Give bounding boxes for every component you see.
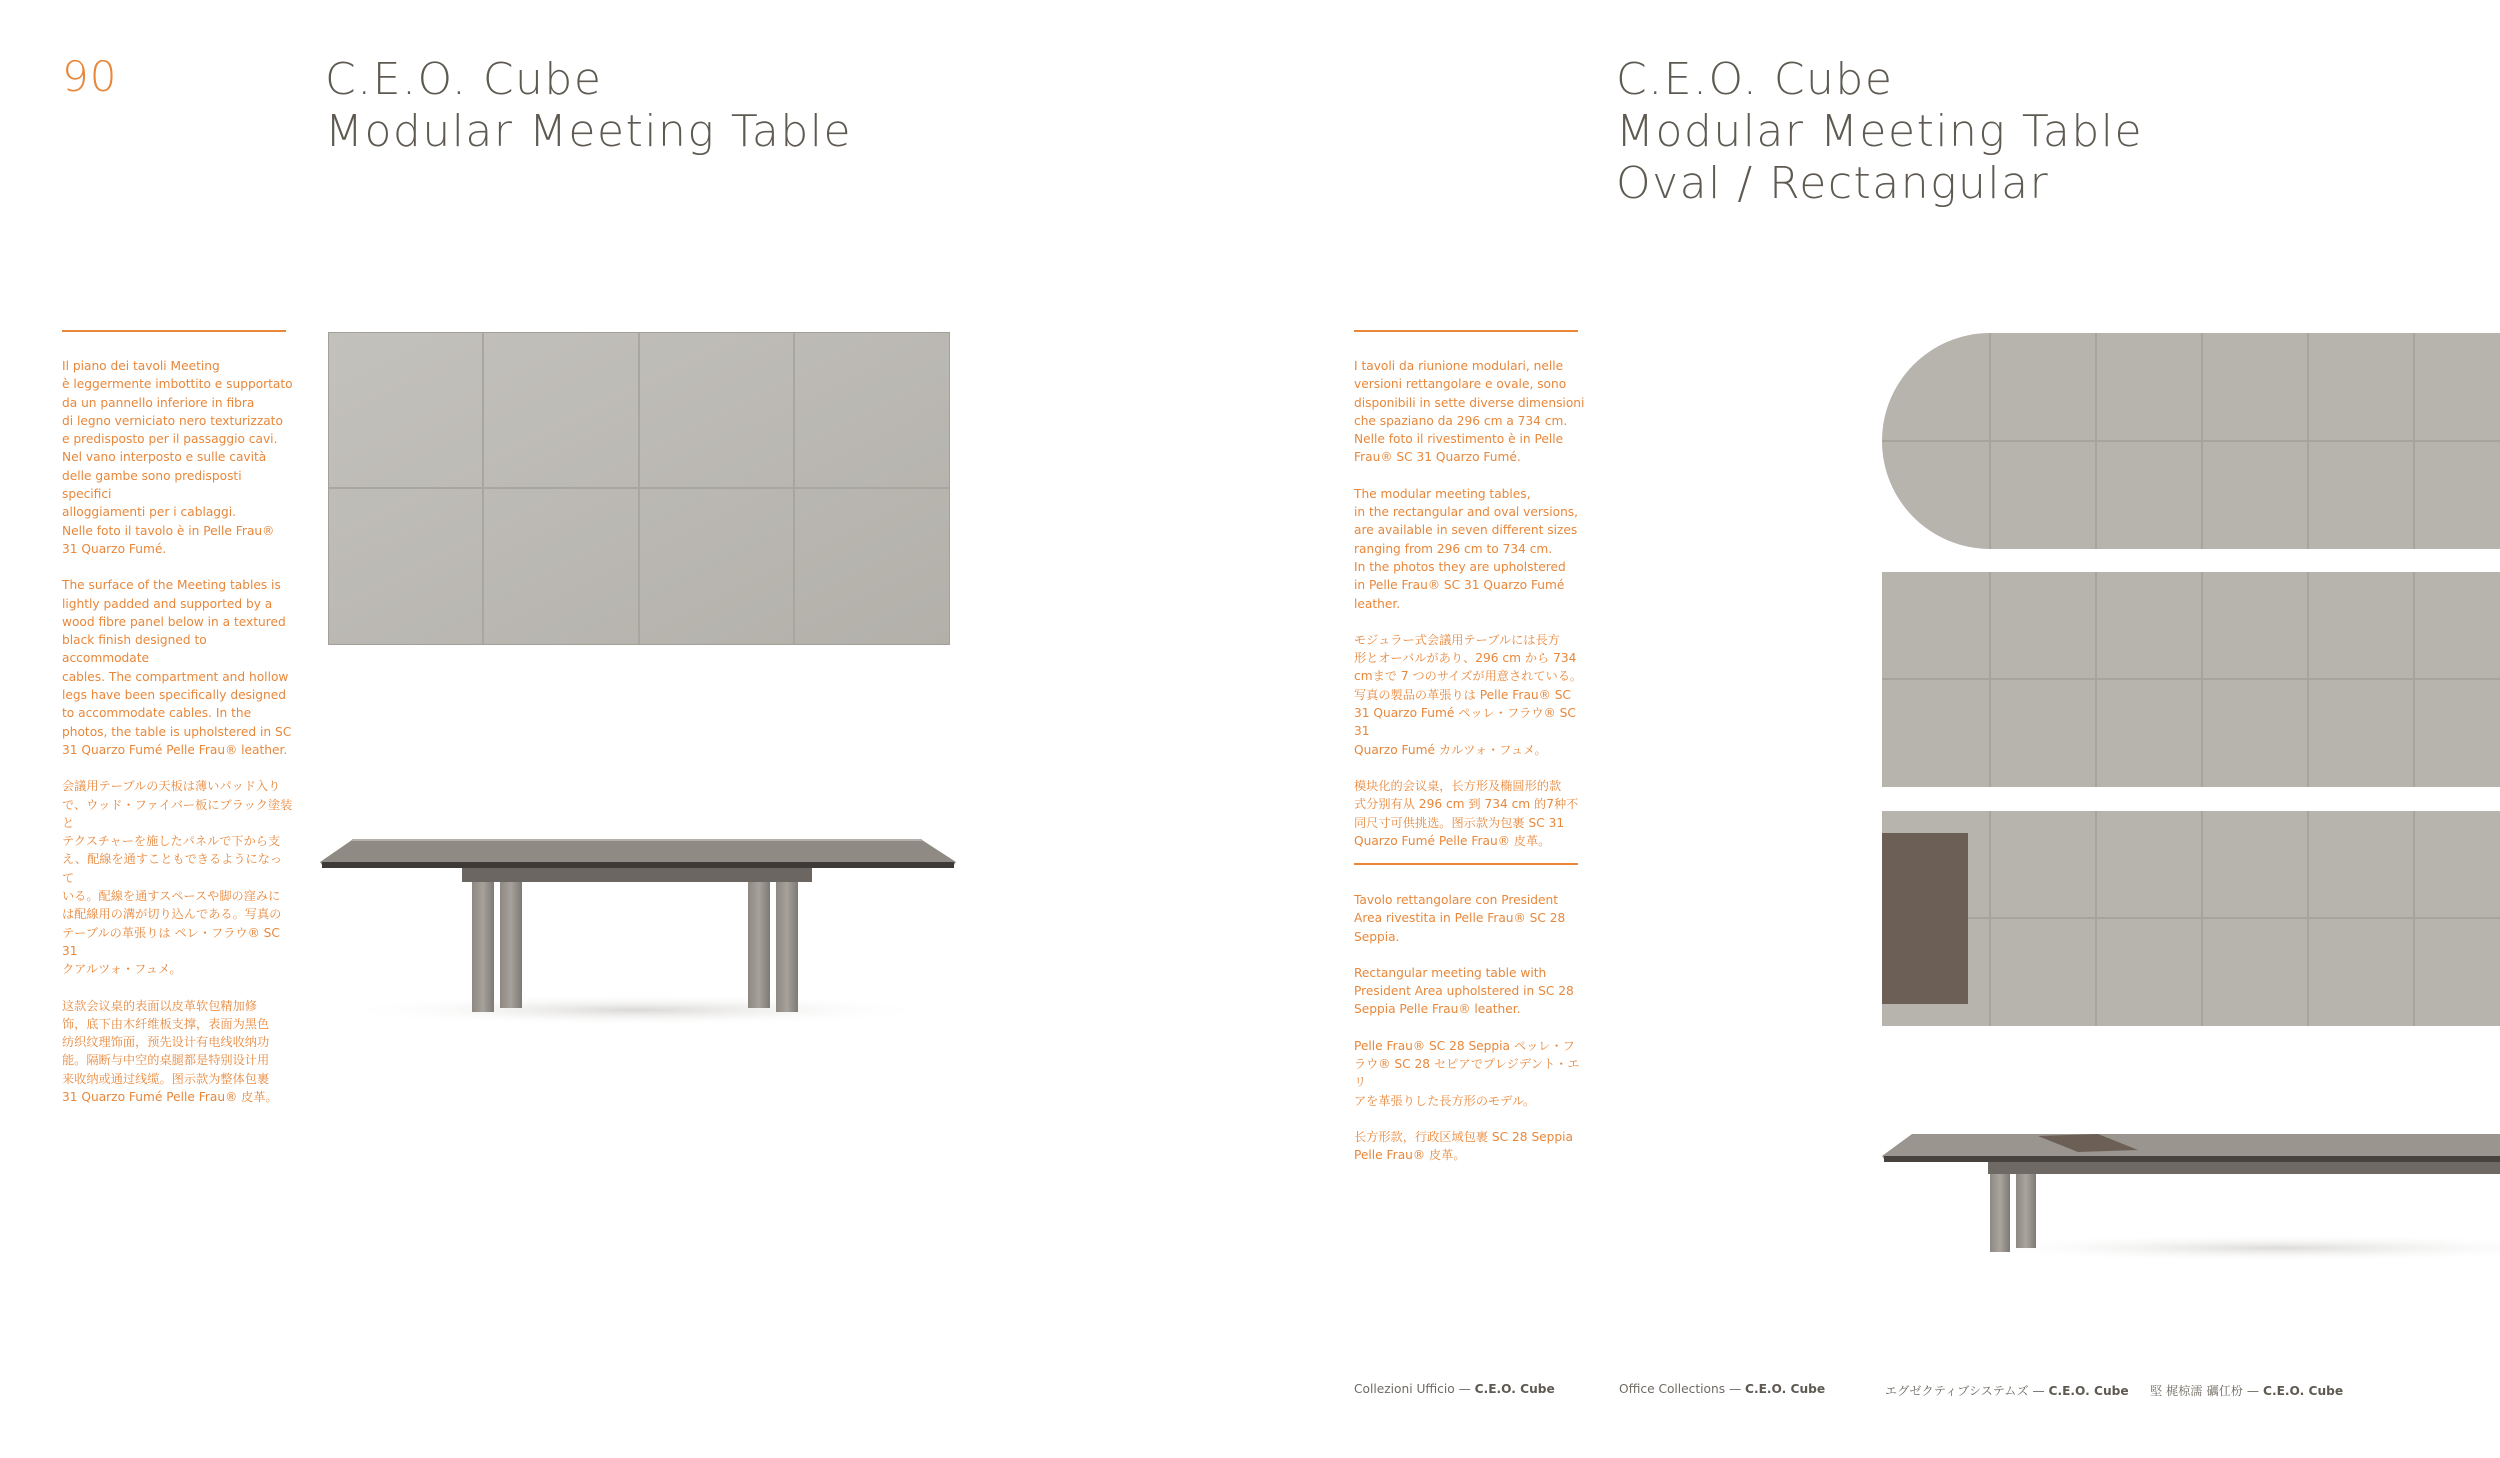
table-side-view-image: [312, 838, 962, 1028]
footer-brand: C.E.O. Cube: [2048, 1384, 2129, 1398]
mid-text-column: [1354, 357, 1588, 868]
left-paragraph-it: Il piano dei tavoli Meeting è leggermente imbottito e supportato da un pannello inferiore in fibra di legno verniciato nero texturizzato e predisposto per il passaggio cavi. Nel vano interposto e sulle cavità delle gambe sono predisposti specifici alloggiamenti per i cablaggi. Nelle foto il tavolo è in Pelle Frau® 31 Quarzo Fumé.: [62, 359, 293, 556]
footer-brand: C.E.O. Cube: [1745, 1382, 1826, 1396]
mid2-paragraph-it: Tavolo rettangolare con President Area rivestita in Pelle Frau® SC 28 Seppia.: [1354, 893, 1566, 944]
footer-prefix: Office Collections —: [1619, 1382, 1746, 1396]
table-top-view-svg: [328, 332, 950, 645]
footer-item-ja: [1885, 1382, 2129, 1399]
footer-prefix: Collezioni Ufficio —: [1354, 1382, 1475, 1396]
oval-table-svg: [1882, 333, 2500, 549]
right-title-line-3: Oval / Rectangular: [1616, 158, 2050, 209]
left-title-line-2: Modular Meeting Table: [325, 106, 853, 157]
rectangular-table-top-image: [1882, 572, 2500, 787]
president-area-table-top-image: [1882, 811, 2500, 1026]
footer-item-it: [1354, 1382, 1555, 1396]
right-page-title: [1616, 54, 2143, 210]
left-column-rule: [62, 330, 286, 332]
footer-item-zh: [2150, 1382, 2343, 1399]
table-side-view-svg: [312, 838, 962, 1028]
long-table-side-svg: [1878, 1120, 2500, 1270]
left-paragraph-ja: 会議用テーブルの天板は薄いパッド入り で、ウッド・ファイバー板にブラック塗装と テクスチャーを施したパネルで下から支 え、配線を通すこともできるようになって いる。配線を通すスペースや脚の窪みに は配線用の溝が切り込んである。写真の テーブルの革張りは ペレ・フラウ® SC 31 クアルツォ・フュメ。: [62, 779, 293, 977]
president-table-svg: [1882, 811, 2500, 1026]
mid-paragraph-ja: モジュラー式会議用テーブルには長方 形とオーバルがあり、296 cm から 734 cmまで 7 つのサイズが用意されている。 写真の製品の革張りは Pelle Frau® SC 31 Quarzo Fumé ペッレ・フラウ® SC 31 Quarzo Fumé カルツォ・フュメ。: [1354, 632, 1583, 757]
footer-prefix: 堅 梶椋濡 礪仜枌 —: [2150, 1384, 2263, 1398]
mid2-paragraph-ja: Pelle Frau® SC 28 Seppia ペッレ・フ ラウ® SC 28 セピアでプレジデント・エリ アを革張りした長方形のモデル。: [1354, 1038, 1580, 1108]
oval-table-top-image: [1882, 333, 2500, 549]
mid-paragraph-it: I tavoli da riunione modulari, nelle versioni rettangolare e ovale, sono disponibili in sette diverse dimensioni che spaziano da 296 cm a 734 cm. Nelle foto il rivestimento è in Pelle Frau® SC 31 Quarzo Fumé.: [1354, 359, 1585, 465]
footer-brand: C.E.O. Cube: [1474, 1382, 1555, 1396]
footer-prefix: エグゼクティブシステムズ —: [1885, 1384, 2049, 1398]
rect-table-svg: [1882, 572, 2500, 787]
footer-brand: C.E.O. Cube: [2263, 1384, 2344, 1398]
left-page-title: [325, 54, 852, 158]
page-number: 90: [62, 52, 118, 101]
mid2-paragraph-zh: 长方形款，行政区域包裹 SC 28 Seppia Pelle Frau® 皮革。: [1354, 1129, 1573, 1163]
mid-text-column-2: [1354, 891, 1588, 1183]
mid-column-rule: [1354, 330, 1578, 332]
right-title-line-1: C.E.O. Cube: [1616, 54, 1894, 105]
right-title-line-2: Modular Meeting Table: [1616, 106, 2144, 157]
left-title-line-1: C.E.O. Cube: [325, 54, 603, 105]
mid2-paragraph-en: Rectangular meeting table with President Area upholstered in SC 28 Seppia Pelle Frau® leather.: [1354, 965, 1574, 1017]
footer-item-en: [1619, 1382, 1825, 1396]
long-table-side-view-image: [1878, 1120, 2500, 1270]
table-top-view-image: [328, 332, 950, 645]
left-text-column: [62, 357, 294, 1124]
left-paragraph-en: The surface of the Meeting tables is lightly padded and supported by a wood fibre panel below in a textured black finish designed to accommodate cables. The compartment and hollow legs have been specifically designed to accommodate cables. In the photos, the table is upholstered in SC 31 Quarzo Fumé Pelle Frau® leather.: [62, 578, 292, 757]
left-paragraph-zh: 这款会议桌的表面以皮革软包精加修 饰，底下由木纤维板支撑，表面为黑色 纺织纹理饰面，预先设计有电线收纳功 能。隔断与中空的桌腿都是特别设计用 来收纳或通过线缆。图示款为整体包裹 31 Quarzo Fumé Pelle Frau® 皮革。: [62, 998, 278, 1104]
mid-paragraph-zh: 模块化的会议桌，长方形及椭圆形的款 式分别有从 296 cm 到 734 cm 的7种不 同尺寸可供挑选。图示款为包裹 SC 31 Quarzo Fumé Pelle Frau® 皮革。: [1354, 778, 1579, 848]
mid-paragraph-en: The modular meeting tables, in the rectangular and oval versions, are available in seven different sizes ranging from 296 cm to 734 cm. In the photos they are upholstered in Pelle Frau® SC 31 Quarzo Fumé leather.: [1354, 486, 1579, 611]
